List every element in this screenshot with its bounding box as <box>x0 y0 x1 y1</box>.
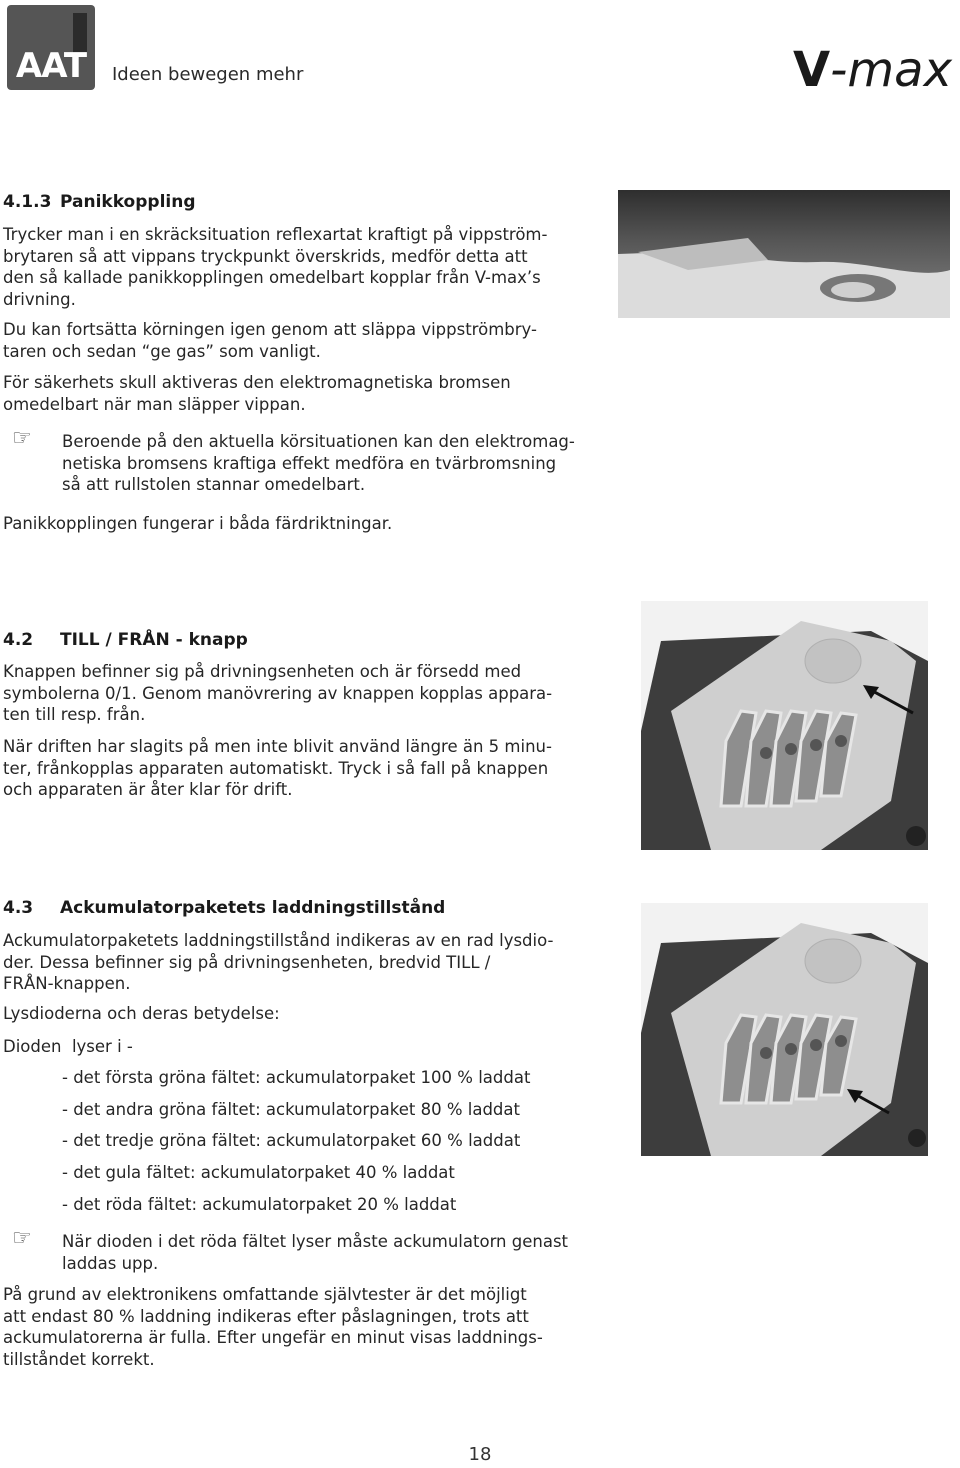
text-line: der. Dessa befinner sig på drivningsenheten, bredvid TILL / <box>3 952 491 972</box>
aat-logo <box>7 5 95 90</box>
section-413-para4: Panikkopplingen fungerar i båda färdriktningar. <box>3 514 393 533</box>
text-line: att endast 80 % laddning indikeras efter påslagningen, trots att <box>3 1306 529 1326</box>
text-line: symbolerna 0/1. Genom manövrering av knappen kopplas appara- <box>3 683 553 703</box>
section-number: 4.2 <box>3 630 34 650</box>
section-413-note <box>62 431 575 496</box>
section-42-heading <box>3 630 248 650</box>
section-413-para3 <box>3 372 511 415</box>
text-line: drivning. <box>3 289 76 309</box>
led-list-item: - det gula fältet: ackumulatorpaket 40 % laddat <box>62 1163 455 1182</box>
section-title: TILL / FRÅN - knapp <box>60 630 248 650</box>
tagline: Ideen bewegen mehr <box>112 64 304 85</box>
text-line: Knappen befinner sig på drivningsenheten och är försedd med <box>3 662 522 681</box>
text-line: taren och sedan “ge gas” som vanligt. <box>3 341 321 361</box>
section-42-para1 <box>3 661 552 726</box>
text-line: laddas upp. <box>62 1253 159 1273</box>
text-line: Trycker man i en skräcksituation reflexartat kraftigt på vippström- <box>3 225 548 244</box>
led-list-item: - det röda fältet: ackumulatorpaket 20 % laddat <box>62 1195 457 1214</box>
text-line: När dioden i det röda fältet lyser måste ackumulatorn genast <box>62 1232 569 1251</box>
section-413-para1 <box>3 224 547 310</box>
led-panel-illustration <box>641 903 928 1156</box>
text-line: tillståndet korrekt. <box>3 1349 155 1369</box>
text-line: Du kan fortsätta körningen igen genom att släppa vippströmbry- <box>3 320 537 339</box>
control-panel-illustration <box>641 601 928 850</box>
text-line: När driften har slagits på men inte blivit använd längre än 5 minu- <box>3 737 552 756</box>
section-title: Panikkoppling <box>60 192 196 212</box>
text-line: För säkerhets skull aktiveras den elektromagnetiska bromsen <box>3 373 511 392</box>
section-title: Ackumulatorpaketets laddningstillstånd <box>60 898 446 918</box>
section-42-para2 <box>3 736 552 801</box>
text-line: och apparaten är åter klar för drift. <box>3 780 293 799</box>
section-number: 4.1.3 <box>3 192 52 212</box>
on-off-button-photo <box>641 601 928 850</box>
text-line: ter, frånkopplas apparaten automatiskt. Tryck i så fall på knappen <box>3 758 549 778</box>
brand-v: V <box>792 42 831 98</box>
text-line: ten till resp. från. <box>3 705 146 724</box>
pointing-hand-icon: ☞ <box>12 1226 32 1251</box>
text-line: den så kallade panikkopplingen omedelbart kopplar från V-max’s <box>3 268 541 287</box>
text-line: Ackumulatorpaketets laddningstillstånd indikeras av en rad lysdio- <box>3 931 554 950</box>
brand-rest: -max <box>830 42 952 98</box>
page-number: 18 <box>468 1444 492 1465</box>
text-line: FRÅN-knappen. <box>3 974 131 993</box>
led-list-item: - det första gröna fältet: ackumulatorpaket 100 % laddat <box>62 1068 531 1087</box>
text-line: så att rullstolen stannar omedelbart. <box>62 475 366 494</box>
text-line: Beroende på den aktuella körsituationen kan den elektromag- <box>62 432 575 451</box>
joystick-illustration <box>618 190 950 318</box>
section-43-para3: Dioden lyser i - <box>3 1037 133 1056</box>
led-list-item: - det andra gröna fältet: ackumulatorpaket 80 % laddat <box>62 1100 520 1119</box>
section-43-para1 <box>3 930 553 995</box>
section-43-para4 <box>3 1284 543 1370</box>
section-43-para2: Lysdioderna och deras betydelse: <box>3 1004 280 1023</box>
logo-text: AAT <box>15 46 87 86</box>
pointing-hand-icon: ☞ <box>12 426 32 451</box>
text-line: På grund av elektronikens omfattande självtester är det möjligt <box>3 1285 527 1304</box>
section-43-heading <box>3 898 445 918</box>
text-line: netiska bromsens kraftiga effekt medföra en tvärbromsning <box>62 453 557 473</box>
section-number: 4.3 <box>3 898 34 918</box>
text-line: ackumulatorerna är fulla. Efter ungefär en minut visas laddnings- <box>3 1328 543 1347</box>
joystick-photo <box>618 190 950 318</box>
text-line: omedelbart när man släpper vippan. <box>3 394 306 414</box>
battery-led-photo <box>641 903 928 1156</box>
brand-title <box>793 42 952 98</box>
text-line: brytaren så att vippans tryckpunkt överskrids, medför detta att <box>3 246 528 266</box>
section-413-para2 <box>3 319 537 362</box>
led-list-item: - det tredje gröna fältet: ackumulatorpaket 60 % laddat <box>62 1131 521 1150</box>
section-43-note <box>62 1231 568 1274</box>
section-413-heading <box>3 192 196 212</box>
